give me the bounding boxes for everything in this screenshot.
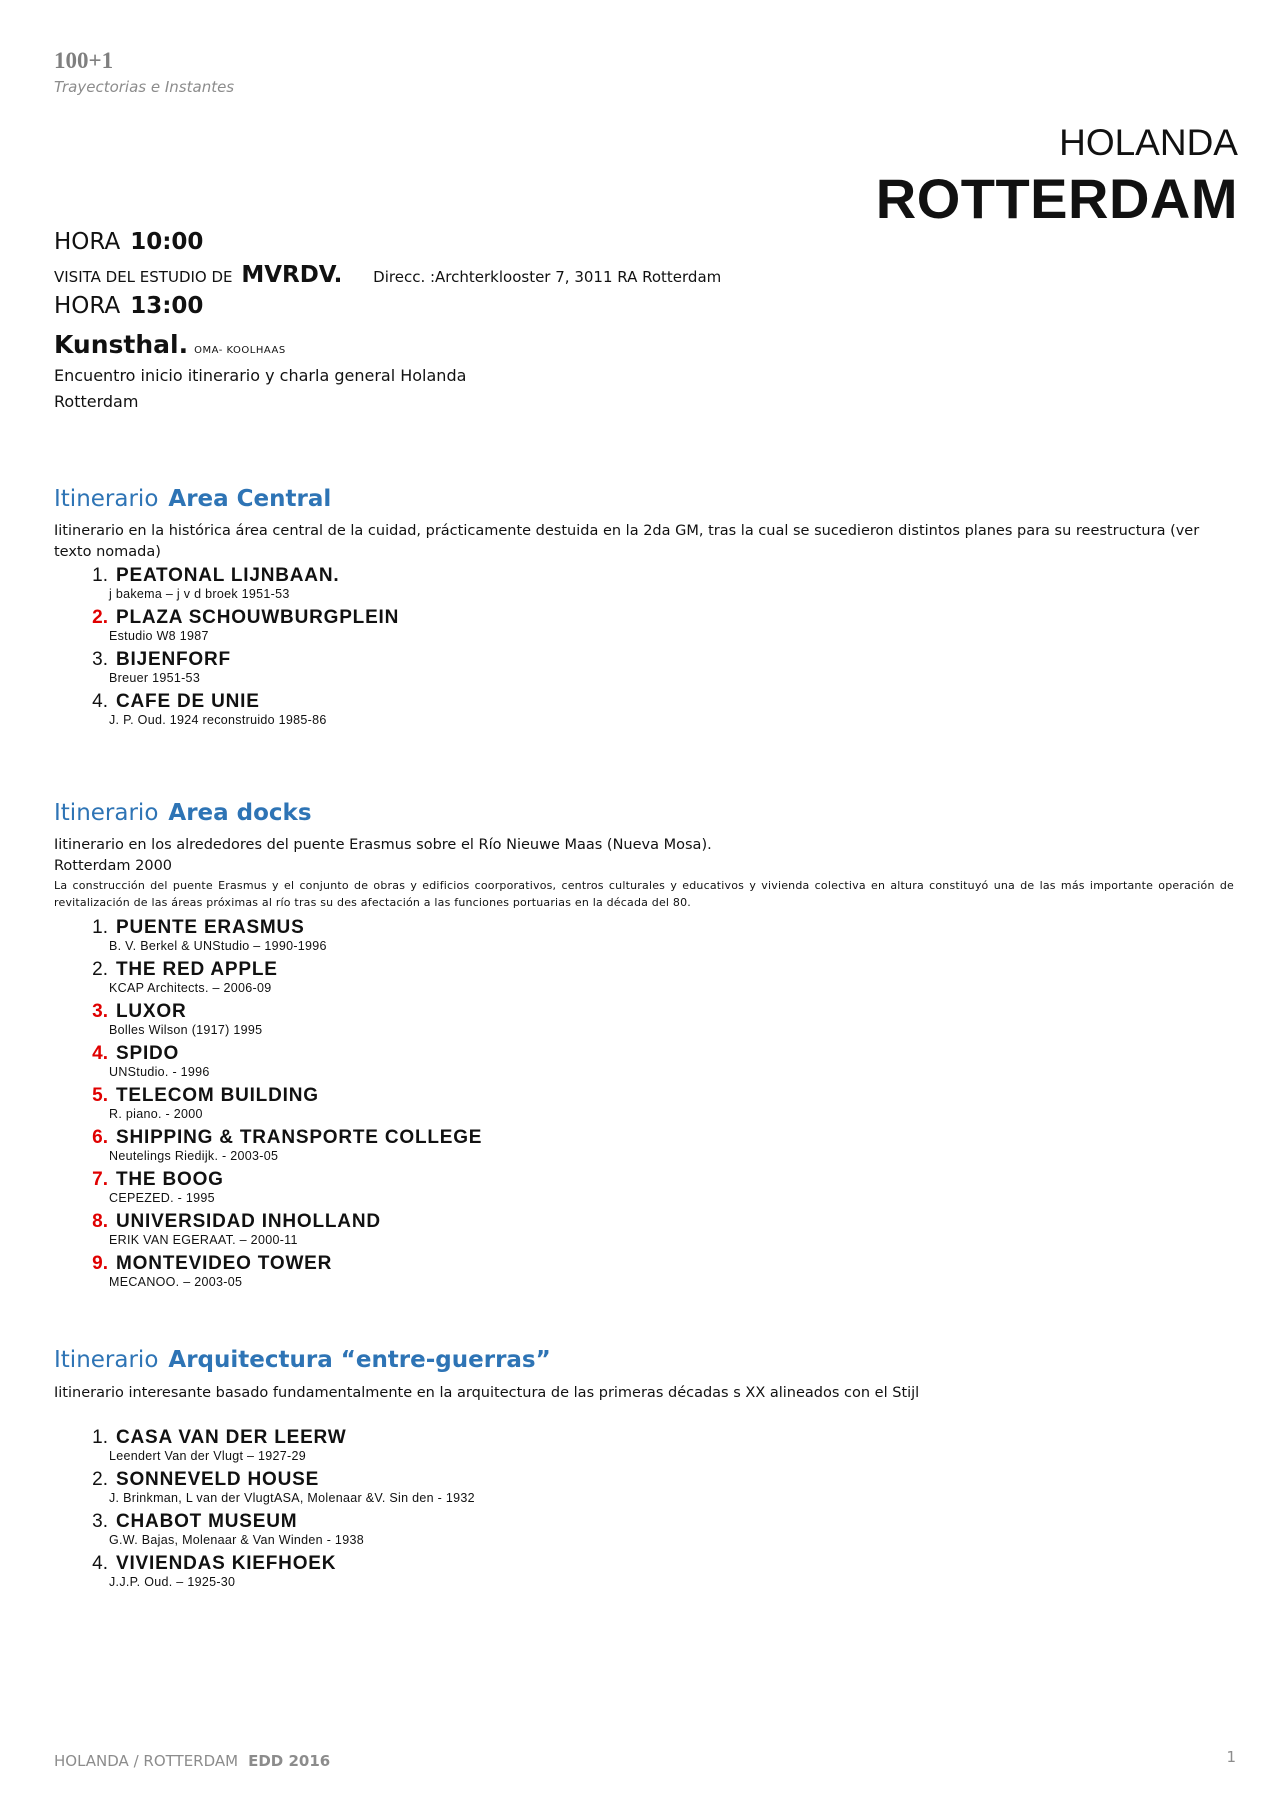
item-number: 4. — [92, 1553, 108, 1574]
item-number: 9. — [92, 1253, 108, 1274]
item-number: 6. — [92, 1127, 108, 1148]
hora-label: HORA — [54, 293, 121, 319]
item-number: 4. — [92, 1043, 108, 1064]
list-item — [80, 1211, 381, 1247]
item-title: PEATONAL LIJNBAAN. — [116, 565, 340, 586]
document-subtitle: Trayectorias e Instantes — [54, 78, 235, 96]
list-item — [80, 1085, 319, 1121]
item-title: CHABOT MUSEUM — [116, 1511, 298, 1532]
item-subtitle: B. V. Berkel & UNStudio – 1990-1996 — [109, 939, 327, 953]
hora-2 — [54, 293, 203, 319]
item-subtitle: Neutelings Riedijk. - 2003-05 — [109, 1149, 279, 1163]
item-number: 3. — [92, 649, 108, 670]
item-title: VIVIENDAS KIEFHOEK — [116, 1553, 337, 1574]
city-title: ROTTERDAM — [875, 167, 1238, 230]
item-title: SPIDO — [116, 1043, 180, 1064]
item-subtitle: j bakema – j v d broek 1951-53 — [109, 587, 290, 601]
meeting-line-1: Encuentro inicio itinerario y charla general Holanda — [54, 366, 467, 385]
hora-time: 13:00 — [130, 293, 204, 319]
list-item — [80, 1043, 210, 1079]
item-title: SHIPPING & TRANSPORTE COLLEGE — [116, 1127, 483, 1148]
list-item — [80, 1469, 475, 1505]
item-number: 1. — [92, 565, 108, 586]
list-item — [80, 1253, 332, 1289]
hora-label: HORA — [54, 229, 121, 255]
section-name: Area Central — [168, 486, 332, 512]
item-subtitle: J. P. Oud. 1924 reconstruido 1985-86 — [109, 713, 327, 727]
item-number: 2. — [92, 1469, 108, 1490]
item-subtitle: MECANOO. – 2003-05 — [109, 1275, 243, 1289]
section-title-area-docks — [54, 800, 312, 826]
list-item — [80, 1127, 482, 1163]
item-subtitle: G.W. Bajas, Molenaar & Van Winden - 1938 — [109, 1533, 364, 1547]
section-description-2: Rotterdam 2000 — [54, 858, 173, 874]
visit-address: Direcc. :Archterklooster 7, 3011 RA Rotterdam — [373, 268, 722, 286]
kunsthal-architect: OMA- KOOLHAAS — [194, 345, 286, 356]
list-item — [80, 1511, 364, 1547]
item-subtitle: UNStudio. - 1996 — [109, 1065, 210, 1079]
item-title: CAFE DE UNIE — [116, 691, 260, 712]
item-number: 5. — [92, 1085, 108, 1106]
page-number: 1 — [1226, 1748, 1236, 1766]
item-title: BIJENFORF — [116, 649, 231, 670]
hora-1 — [54, 229, 203, 255]
item-subtitle: Breuer 1951-53 — [109, 671, 201, 685]
item-subtitle: Estudio W8 1987 — [109, 629, 209, 643]
item-title: LUXOR — [116, 1001, 187, 1022]
item-number: 3. — [92, 1001, 108, 1022]
studio-visit — [54, 262, 721, 288]
item-subtitle: CEPEZED. - 1995 — [109, 1191, 215, 1205]
document-number: 100+1 — [54, 48, 114, 73]
item-number: 1. — [92, 1427, 108, 1448]
kunsthal-name: Kunsthal. — [54, 330, 189, 359]
item-title: TELECOM BUILDING — [116, 1085, 319, 1106]
item-subtitle: J. Brinkman, L van der VlugtASA, Molenaar &V. Sin den - 1932 — [109, 1491, 475, 1505]
item-number: 7. — [92, 1169, 108, 1190]
item-subtitle: R. piano. - 2000 — [109, 1107, 203, 1121]
visit-prefix: VISITA DEL ESTUDIO DE — [54, 268, 233, 286]
item-number: 1. — [92, 917, 108, 938]
list-item — [80, 1553, 336, 1589]
item-number: 2. — [92, 959, 108, 980]
list-item — [80, 1427, 346, 1463]
list-item — [80, 607, 399, 643]
item-title: THE RED APPLE — [116, 959, 278, 980]
footer-location: HOLANDA / ROTTERDAM — [54, 1752, 239, 1770]
item-subtitle: ERIK VAN EGERAAT. – 2000-11 — [109, 1233, 298, 1247]
country-title: HOLANDA — [1059, 122, 1238, 163]
section-prefix: Itinerario — [54, 1347, 159, 1373]
item-title: PUENTE ERASMUS — [116, 917, 305, 938]
section-prefix: Itinerario — [54, 800, 159, 826]
list-item — [80, 917, 327, 953]
item-subtitle: J.J.P. Oud. – 1925-30 — [109, 1575, 236, 1589]
item-title: SONNEVELD HOUSE — [116, 1469, 320, 1490]
list-item — [80, 649, 231, 685]
item-title: CASA VAN DER LEERW — [116, 1427, 347, 1448]
visit-studio: MVRDV. — [241, 262, 343, 288]
item-title: PLAZA SCHOUWBURGPLEIN — [116, 607, 400, 628]
kunsthal-line — [54, 330, 286, 359]
item-subtitle: Bolles Wilson (1917) 1995 — [109, 1023, 263, 1037]
item-subtitle: Leendert Van der Vlugt – 1927-29 — [109, 1449, 307, 1463]
section-note: La construcción del puente Erasmus y el conjunto de obras y edificios coorporativos, centros culturales y educativos y vivienda colectiva en altura constituyó una de las más importante operación de revitalización de las áreas próximas al río tras su des afectación a las funciones portuarias en la década del 80. — [54, 879, 1234, 909]
section-description: Iitinerario en la histórica área central de la cuidad, prácticamente destuida en la 2da GM, tras la cual se sucedieron distintos planes para su reestructura (ver texto nomada) — [54, 523, 1200, 560]
section-name: Area docks — [168, 800, 312, 826]
list-item — [80, 691, 327, 727]
footer — [54, 1752, 330, 1770]
item-number: 4. — [92, 691, 108, 712]
item-number: 2. — [92, 607, 108, 628]
list-item — [80, 1169, 224, 1205]
section-name: Arquitectura “entre-guerras” — [168, 1347, 551, 1373]
list-item — [80, 1001, 262, 1037]
item-title: THE BOOG — [116, 1169, 224, 1190]
list-item — [80, 959, 278, 995]
section-title-entre-guerras — [54, 1347, 551, 1373]
section-prefix: Itinerario — [54, 486, 159, 512]
item-number: 8. — [92, 1211, 108, 1232]
item-number: 3. — [92, 1511, 108, 1532]
section-description: Iitinerario en los alrededores del puente Erasmus sobre el Río Nieuwe Maas (Nueva Mosa). — [54, 837, 712, 853]
meeting-line-2: Rotterdam — [54, 392, 139, 411]
item-title: MONTEVIDEO TOWER — [116, 1253, 333, 1274]
section-description: Iitinerario interesante basado fundamentalmente en la arquitectura de las primeras décadas s XX alineados con el Stijl — [54, 1385, 920, 1401]
item-title: UNIVERSIDAD INHOLLAND — [116, 1211, 381, 1232]
list-item — [80, 565, 339, 601]
hora-time: 10:00 — [130, 229, 204, 255]
section-title-area-central — [54, 486, 331, 512]
footer-edition: EDD 2016 — [248, 1752, 331, 1770]
item-subtitle: KCAP Architects. – 2006-09 — [109, 981, 272, 995]
